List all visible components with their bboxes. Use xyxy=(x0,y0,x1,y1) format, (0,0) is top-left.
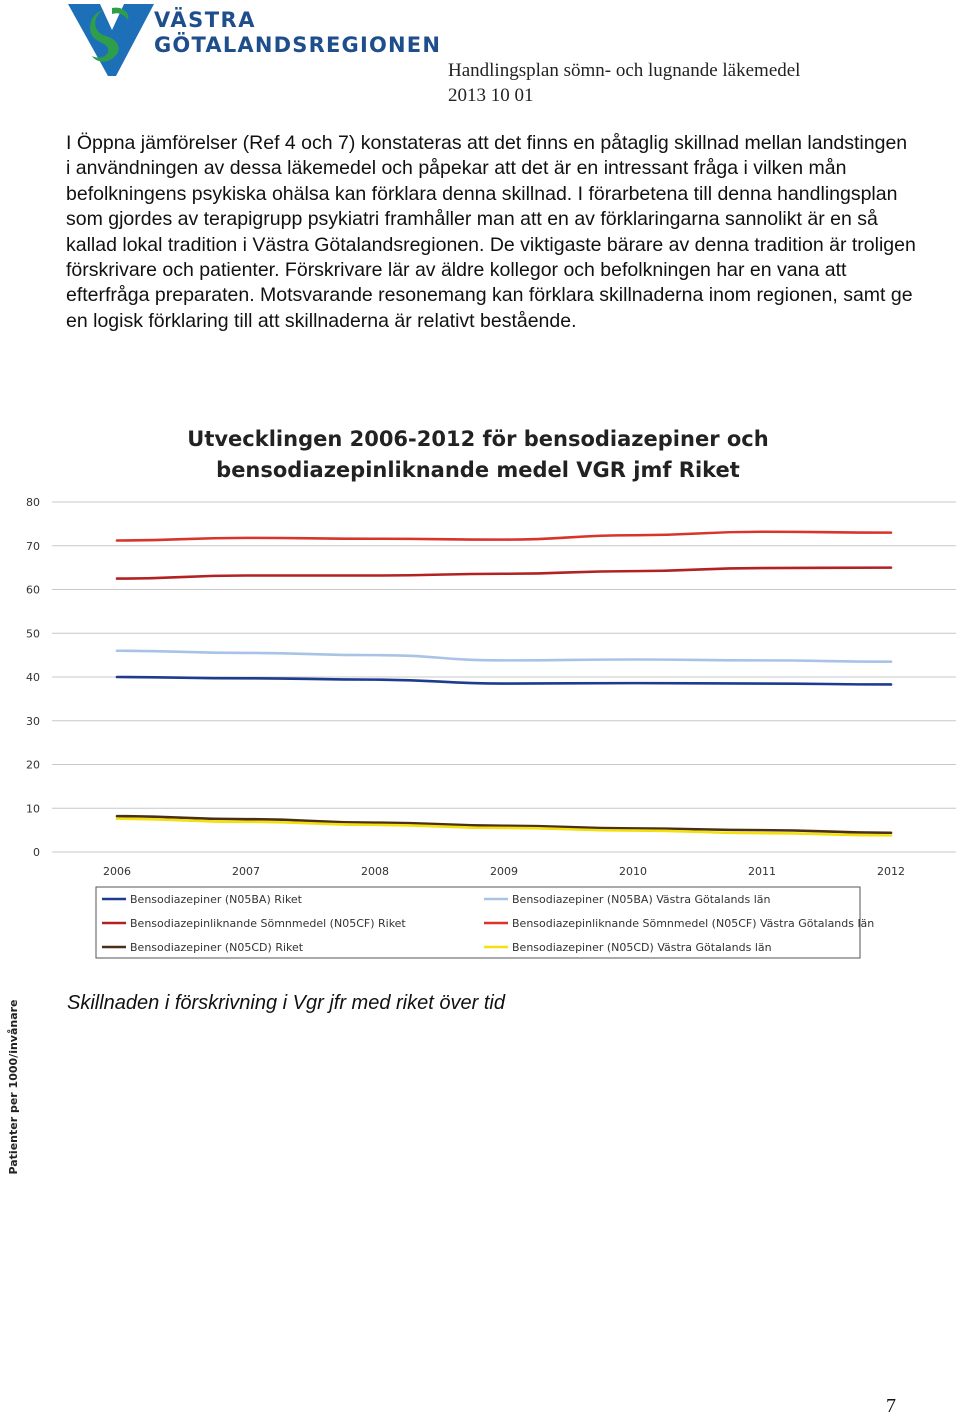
y-axis-label: Patienter per 1000/invånare xyxy=(7,999,20,1175)
x-tick-label: 2006 xyxy=(103,865,131,878)
x-tick-label: 2009 xyxy=(490,865,518,878)
series-line-5 xyxy=(117,816,891,833)
figure-caption: Skillnaden i förskrivning i Vgr jfr med riket över tid xyxy=(67,992,505,1014)
y-tick-label: 20 xyxy=(26,758,40,772)
series-line-3 xyxy=(117,568,891,579)
series-line-6 xyxy=(117,819,891,836)
y-tick-labels xyxy=(26,496,40,859)
series-line-4 xyxy=(117,532,891,541)
logo-text-line2: GÖTALANDSREGIONEN xyxy=(154,33,442,57)
y-tick-label: 70 xyxy=(26,539,40,553)
body-text xyxy=(66,131,916,334)
chart-title-line1: Utvecklingen 2006-2012 för bensodiazepiner och xyxy=(187,427,769,451)
chart-legend xyxy=(96,887,874,958)
x-tick-label: 2010 xyxy=(619,865,647,878)
vgr-logo-icon xyxy=(66,2,156,80)
vgr-logo xyxy=(66,2,442,80)
document-title: Handlingsplan sömn- och lugnande läkemedel xyxy=(448,60,801,81)
legend-label: Bensodiazepinliknande Sömnmedel (N05CF) Riket xyxy=(130,917,406,930)
body-paragraph: I Öppna jämförelser (Ref 4 och 7) konstateras att det finns en påtaglig skillnad mellan landstingen i användningen av dessa läkemedel och påpekar att det är en intressant fråga i vilken mån befolkningens psykiska ohälsa kan förklara denna skillnad. I förarbetena till denna handlingsplan som gjordes av terapigrupp psykiatri framhåller man att en av förklaringarna sannolikt är en så kallad lokal tradition i Västra Götalandsregionen. De viktigaste bärare av denna tradition är troligen förskrivare och patienter. Förskrivare lär av äldre kollegor och befolkningen har en vana att efterfråga preparaten. Motsvarande resonemang kan förklara skillnaderna inom regionen, samt ge en logisk förklaring till att skillnaderna är relativt bestående. xyxy=(66,132,916,332)
x-tick-labels xyxy=(103,865,905,878)
page-number: 7 xyxy=(886,1395,896,1417)
series-line-2 xyxy=(117,651,891,662)
x-tick-label: 2011 xyxy=(748,865,776,878)
legend-label: Bensodiazepiner (N05CD) Riket xyxy=(130,941,304,954)
x-tick-label: 2007 xyxy=(232,865,260,878)
x-tick-label: 2008 xyxy=(361,865,389,878)
y-tick-label: 10 xyxy=(26,802,40,816)
y-tick-label: 60 xyxy=(26,583,40,597)
document-date: 2013 10 01 xyxy=(448,85,534,106)
series-lines xyxy=(117,532,891,836)
y-tick-label: 0 xyxy=(33,846,40,859)
y-tick-label: 30 xyxy=(26,714,40,728)
x-tick-label: 2012 xyxy=(877,865,905,878)
y-tick-label: 50 xyxy=(26,627,40,641)
document-header xyxy=(448,58,800,108)
chart-title-line2: bensodiazepinliknande medel VGR jmf Riket xyxy=(216,458,740,482)
legend-label: Bensodiazepiner (N05CD) Västra Götalands län xyxy=(512,941,772,954)
logo-text-line1: VÄSTRA xyxy=(154,8,256,32)
y-tick-label: 40 xyxy=(26,671,40,684)
legend-label: Bensodiazepiner (N05BA) Riket xyxy=(130,893,302,906)
legend-label: Bensodiazepiner (N05BA) Västra Götalands län xyxy=(512,893,771,906)
series-line-1 xyxy=(117,677,891,684)
y-tick-label: 80 xyxy=(26,496,40,509)
legend-label: Bensodiazepinliknande Sömnmedel (N05CF) Västra Götalands län xyxy=(512,917,875,930)
